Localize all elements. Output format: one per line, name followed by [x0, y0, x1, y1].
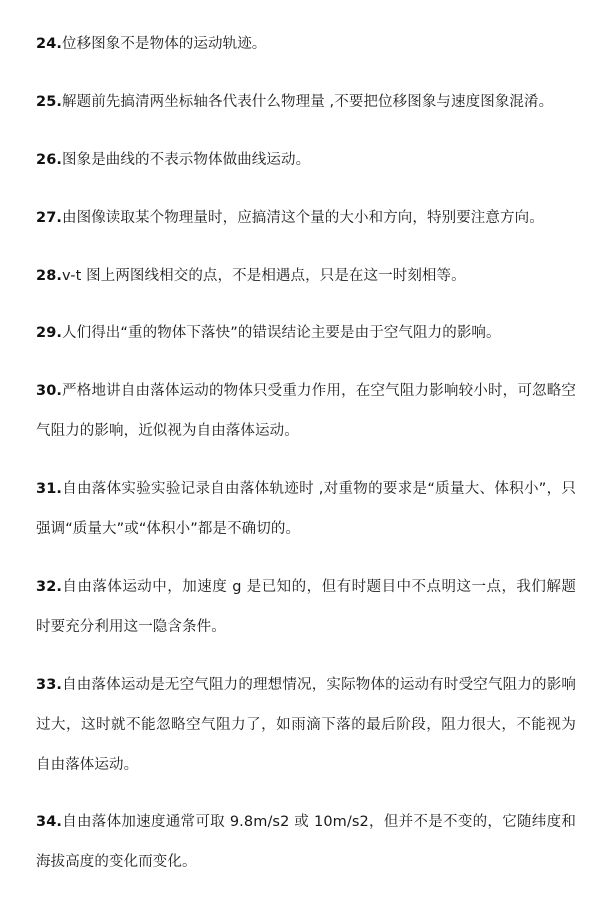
item-text: 自由落体加速度通常可取 9.8m/s2 或 10m/s2，但并不是不变的，它随纬度和海拔高度的变化而变化。 [36, 814, 576, 870]
item-number: 24. [36, 36, 62, 52]
list-item [36, 567, 576, 647]
item-text: 由图像读取某个物理量时，应搞清这个量的大小和方向，特别要注意方向。 [62, 210, 544, 226]
item-text: 自由落体运动中，加速度 g 是已知的，但有时题目中不点明这一点，我们解题时要充分利用这一隐含条件。 [36, 579, 576, 635]
item-text: 图象是曲线的不表示物体做曲线运动。 [62, 152, 311, 168]
item-number: 31. [36, 481, 62, 497]
list-item [36, 256, 576, 296]
item-text: 自由落体实验实验记录自由落体轨迹时 ,对重物的要求是“质量大、体积小”，只强调“质量大”或“体积小”都是不确切的。 [36, 481, 576, 537]
item-text: v-t 图上两图线相交的点，不是相遇点，只是在这一时刻相等。 [62, 268, 466, 284]
item-number: 25. [36, 94, 62, 110]
list-item [36, 665, 576, 785]
item-number: 32. [36, 579, 62, 595]
item-text: 自由落体运动是无空气阻力的理想情况，实际物体的运动有时受空气阻力的影响过大，这时就不能忽略空气阻力了，如雨滴下落的最后阶段，阻力很大，不能视为自由落体运动。 [36, 677, 576, 773]
item-number: 28. [36, 268, 62, 284]
item-number: 34. [36, 814, 62, 830]
item-number: 27. [36, 210, 62, 226]
item-text: 解题前先搞清两坐标轴各代表什么物理量 ,不要把位移图象与速度图象混淆。 [62, 94, 554, 110]
item-number: 30. [36, 383, 62, 399]
item-number: 29. [36, 325, 62, 341]
list-item [36, 198, 576, 238]
list-item [36, 82, 576, 122]
item-text: 位移图象不是物体的运动轨迹。 [62, 36, 267, 52]
item-number: 33. [36, 677, 62, 693]
item-text: 严格地讲自由落体运动的物体只受重力作用，在空气阻力影响较小时，可忽略空气阻力的影响，近似视为自由落体运动。 [36, 383, 576, 439]
item-text: 人们得出“重的物体下落快”的错误结论主要是由于空气阻力的影响。 [62, 325, 501, 341]
list-item [36, 802, 576, 882]
list-item [36, 313, 576, 353]
list-item [36, 469, 576, 549]
list-item [36, 24, 576, 64]
item-number: 26. [36, 152, 62, 168]
list-item [36, 140, 576, 180]
list-item [36, 371, 576, 451]
